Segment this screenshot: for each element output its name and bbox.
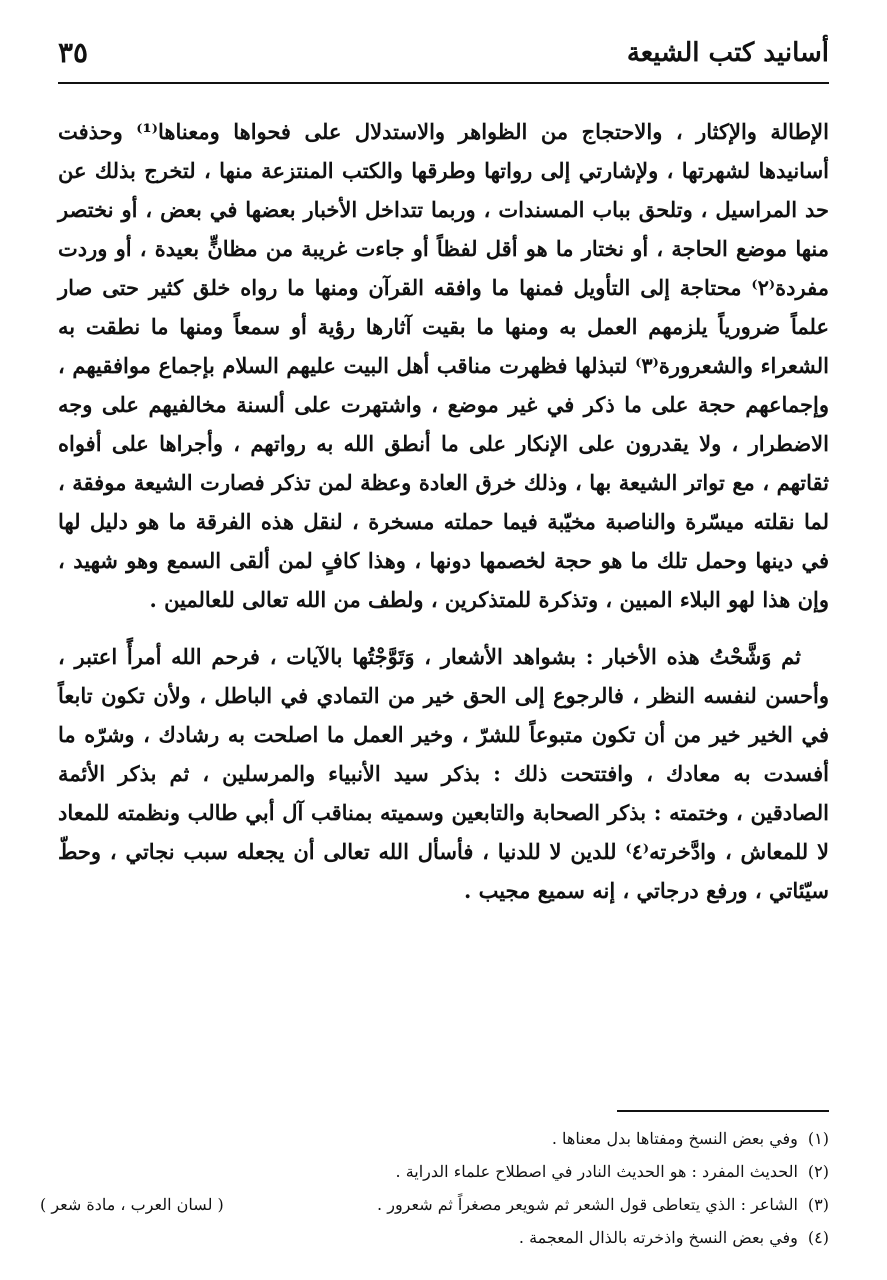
footnote-4 [40,1221,829,1254]
footnote-text: الحديث المفرد : هو الحديث النادر في اصطلاح علماء الدراية . [395,1162,798,1181]
footnote-source: ( لسان العرب ، مادة شعر ) [40,1195,224,1214]
footnote-number: (١) [807,1129,829,1148]
footnote-1 [40,1122,829,1155]
footnotes [40,1122,829,1254]
footnote-number: (٤) [807,1228,829,1247]
header-title: أسانيد كتب الشيعة [626,38,829,68]
paragraph-2: ثم وَشَّحْتُ هذه الأخبار : بشواهد الأشعار ، وَتَوَّجْتُها بالآيات ، فرحم الله أمرأً اعتبر ، وأحسن لنفسه النظر ، فالرجوع إلى الحق خير من التمادي في الباطل ، ولأن تكون تابعاً في الخير خير من أن تكون متبوعاً للشرّ ، وخير العمل ما اصلحت به رشادك ، وشرّه ما أفسدت به معادك ، وافتتحت ذلك : بذكر سيد الأنبياء والمرسلين ، ثم بذكر الأئمة الصادقين ، وختمته : بذكر الصحابة والتابعين وسميته بمناقب آل أبي طالب ونظمته للمعاد لا للمعاش ، وادَّخرته⁽٤⁾ للدين لا للدنيا ، فأسأل الله تعالى أن يجعله سبب نجاتي ، وحطّ سيّئاتي ، ورفع درجاتي ، إنه سميع مجيب . [58,644,829,903]
main-text [58,112,829,910]
footnote-2 [40,1155,829,1188]
paragraph-1: الإطالة والإكثار ، والاحتجاج من الظواهر والاستدلال على فحواها ومعناها⁽¹⁾ وحذفت أسانيدها لشهرتها ، ولإشارتي إلى رواتها وطرقها والكتب المنتزعة منها ، لتخرج بذلك عن حد المراسيل ، وتلحق بباب المسندات ، وربما تتداخل الأخبار بعضها في بعض ، أو نختصر منها موضع الحاجة ، أو نختار ما هو أقل لفظاً أو جاءت غريبة من مظانٍّ بعيدة ، أو وردت مفردة⁽٢⁾ محتاجة إلى التأويل فمنها ما وافقه القرآن ومنها ما رواه خلق كثير حتى صار علماً ضرورياً يلزمهم العمل به ومنها ما بقيت آثارها رؤية أو سمعاً ومنها ما نطقت به الشعراء والشعرورة⁽٣⁾ لتبذلها فظهرت مناقب أهل البيت عليهم السلام بإجماع موافقيهم ، وإجماعهم حجة على ما ذكر في غير موضع ، واشتهرت على ألسنة مخالفيهم على وجه الاضطرار ، ولا يقدرون على الإنكار على ما أنطق الله به رواتهم ، وأجراها على أفواه ثقاتهم ، مع تواتر الشيعة بها ، وذلك خرق العادة وعظة لمن تذكر فصارت الشيعة موفقة ، لما نقلته ميسّرة والناصبة مخيّبة فيما حملته مسخرة ، لنقل هذه الفرقة ما هو دليل لها في دينها وحمل تلك ما هو حجة لخصمها دونها ، وهذا كافٍ لمن ألقى السمع وهو شهيد ، وإن هذا لهو البلاء المبين ، وتذكرة للمتذكرين ، ولطف من الله تعالى للعالمين . [58,119,829,612]
footnote-text: وفي بعض النسخ ومفتاها بدل معناها . [551,1129,798,1148]
footnote-number: (٢) [807,1162,829,1181]
header-rule [58,82,829,84]
page-number: ٣٥ [58,36,89,69]
footnote-3 [40,1188,829,1221]
footnote-rule [617,1110,829,1112]
footnote-text: وفي بعض النسخ واذخرته بالذال المعجمة . [518,1228,798,1247]
footnote-number: (٣) [807,1195,829,1214]
footnote-text: الشاعر : الذي يتعاطى قول الشعر ثم شويعر مصغراً ثم شعرور . [377,1195,798,1214]
running-header [58,34,829,78]
